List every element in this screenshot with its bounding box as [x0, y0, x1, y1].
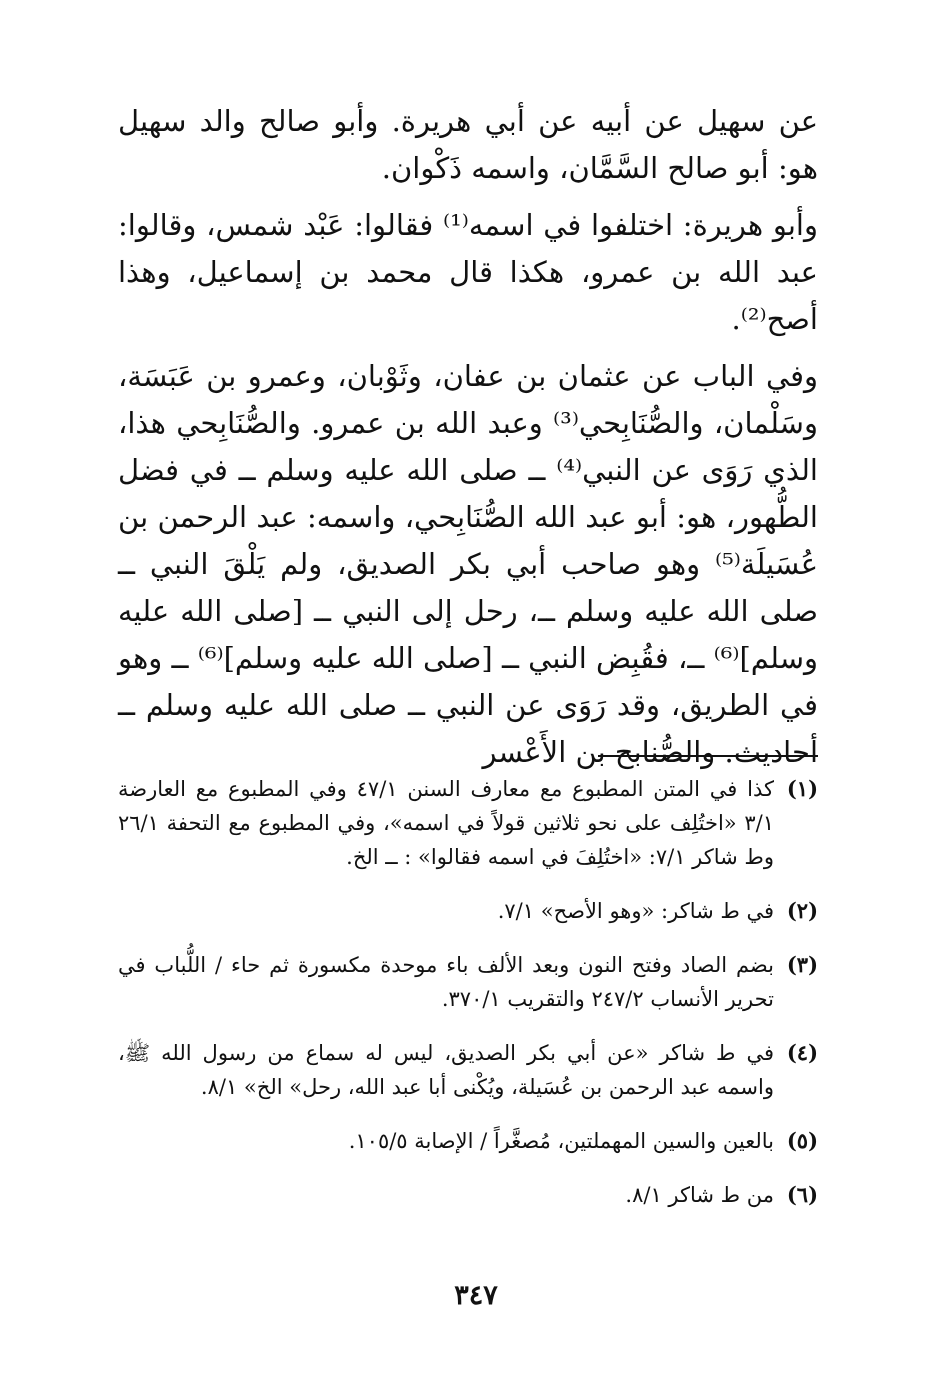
footnote-1 [118, 772, 818, 874]
footnote-5 [118, 1124, 818, 1158]
main-text [118, 98, 818, 786]
footnote-divider [598, 755, 818, 757]
footnote-number: (٤) [786, 1040, 818, 1065]
footnote-number: (٥) [786, 1128, 818, 1153]
footnote-text: بالعين والسين المهملتين، مُصغَّراً / الإصابة ١٠٥/٥. [348, 1129, 774, 1153]
footnote-number: (١) [786, 776, 818, 801]
footnote-text: بضم الصاد وفتح النون وبعد الألف باء موحدة مكسورة ثم حاء / اللُّباب في تحرير الأنساب ٢٤٧/٢ والتقريب ٣٧٠/١. [118, 953, 774, 1011]
footnote-number: (٢) [786, 898, 818, 923]
footnote-number: (٣) [786, 952, 818, 977]
footnote-3 [118, 948, 818, 1016]
paragraph-3: وفي الباب عن عثمان بن عفان، وثَوْبان، وعمرو بن عَبَسَة، وسَلْمان، والصُّنَابِحي⁽³⁾ وعبد الله بن عمرو. والصُّنَابِحي هذا، الذي رَوَى عن النبي⁽⁴⁾ ــ صلى الله عليه وسلم ــ في فضل الطُّهور، هو: أبو عبد الله الصُّنَابِحي، واسمه: عبد الرحمن بن عُسَيلَة⁽⁵⁾ وهو صاحب أبي بكر الصديق، ولم يَلْقَ النبي ــ صلى الله عليه وسلم ــ، رحل إلى النبي ــ [صلى الله عليه وسلم]⁽⁶⁾ ــ، فقُبِض النبي ــ [صلى الله عليه وسلم]⁽⁶⁾ ــ وهو في الطريق، وقد رَوَى عن النبي ــ صلى الله عليه وسلم ــ أحاديث. والصُّنابح بن الأَعْسر [118, 359, 818, 769]
footnote-6 [118, 1178, 818, 1212]
paragraph-1: عن سهيل عن أبيه عن أبي هريرة. وأبو صالح والد سهيل هو: أبو صالح السَّمَّان، واسمه ذَكْوان. [118, 104, 818, 185]
footnote-text: كذا في المتن المطبوع مع معارف السنن ٤٧/١ وفي المطبوع مع العارضة ٣/١ «اختُلِف على نحو ثلاثين قولاً في اسمه»، وفي المطبوع مع التحفة ٢٦/١ وط شاكر ٧/١: «اختُلِفَ في اسمه فقالوا» : ــ الخ. [118, 777, 774, 869]
page-number: ٣٤٧ [454, 1280, 498, 1311]
footnote-2 [118, 894, 818, 928]
footnote-4 [118, 1036, 818, 1104]
footnote-text: في ط شاكر: «وهو الأصح» ٧/١. [497, 899, 774, 923]
footnote-number: (٦) [786, 1182, 818, 1207]
footnotes-section [118, 772, 818, 1232]
paragraph-2: وأبو هريرة: اختلفوا في اسمه⁽¹⁾ فقالوا: عَبْد شمس، وقالوا: عبد الله بن عمرو، هكذا قال محمد بن إسماعيل، وهذا أصح⁽²⁾. [118, 208, 818, 336]
footnote-text: في ط شاكر «عن أبي بكر الصديق، ليس له سماع من رسول الله ﷺ، واسمه عبد الرحمن بن عُسَيلة، ويُكْنى أبا عبد الله، رحل» الخ» ٨/١. [118, 1041, 774, 1099]
footnote-text: من ط شاكر ٨/١. [625, 1183, 774, 1207]
